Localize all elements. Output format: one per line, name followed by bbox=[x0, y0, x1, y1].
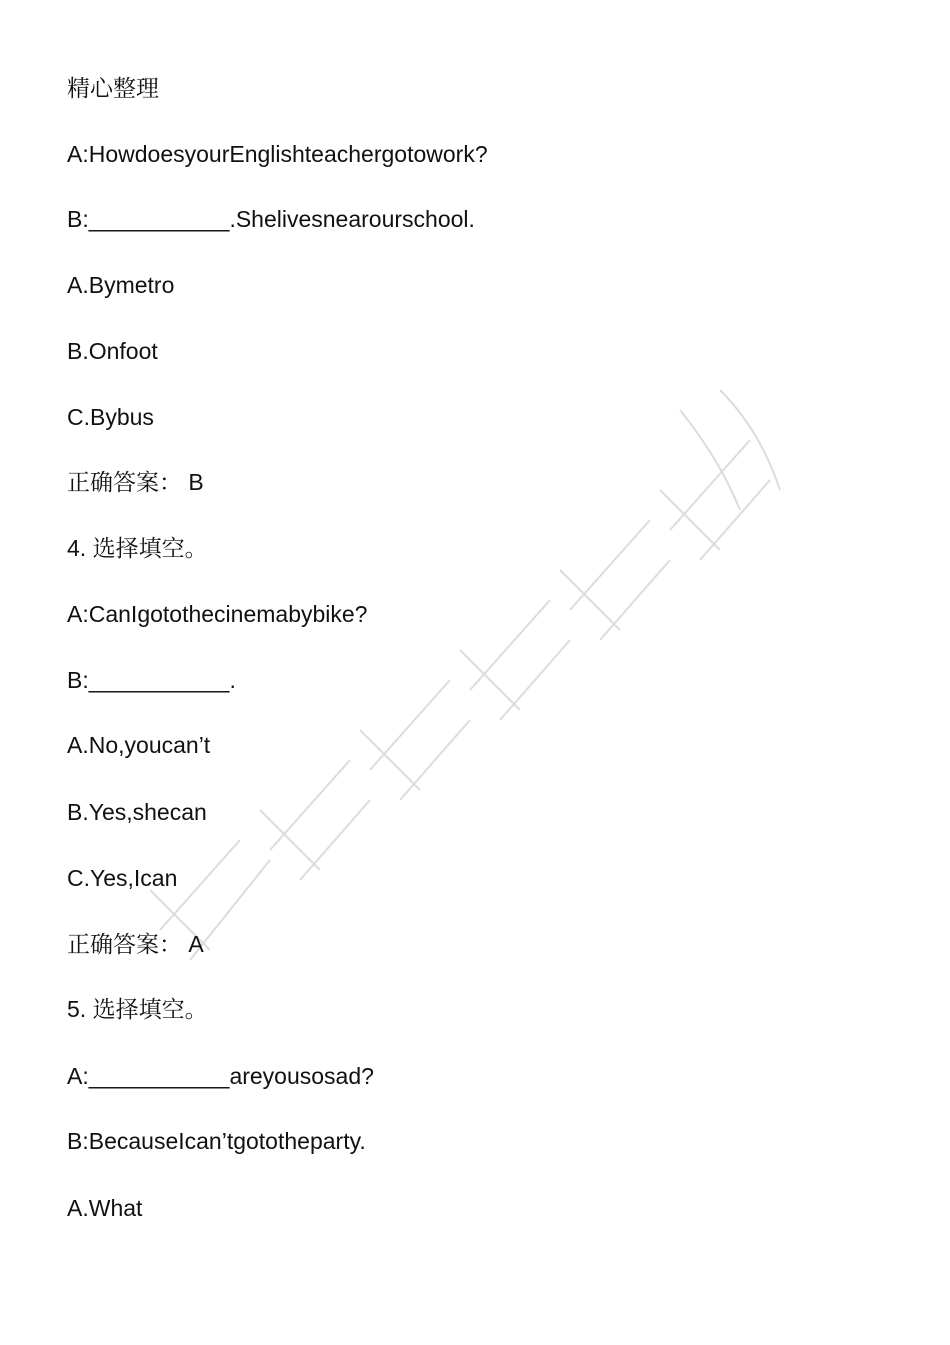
answer-option: B.Onfoot bbox=[67, 338, 158, 364]
answer-option: C.Yes,Ican bbox=[67, 865, 178, 891]
dialogue-line: B:___________. bbox=[67, 667, 236, 693]
dialogue-line: A:___________areyousosad? bbox=[67, 1063, 374, 1089]
dialogue-line: B:___________.Shelivesnearourschool. bbox=[67, 206, 475, 232]
dialogue-line: A:CanIgotothecinemabybike? bbox=[67, 601, 368, 627]
answer-option: B.Yes,shecan bbox=[67, 799, 207, 825]
document-header: 精心整理 bbox=[67, 75, 159, 101]
question-heading: 4. 选择填空。 bbox=[67, 535, 208, 561]
dialogue-line: A:HowdoesyourEnglishteachergotowork? bbox=[67, 141, 488, 167]
answer-option: A.What bbox=[67, 1195, 143, 1221]
correct-answer: 正确答案： B bbox=[67, 469, 204, 495]
dialogue-line: B:BecauseIcan’tgototheparty. bbox=[67, 1128, 366, 1154]
answer-option: C.Bybus bbox=[67, 404, 154, 430]
answer-option: A.Bymetro bbox=[67, 272, 175, 298]
question-heading: 5. 选择填空。 bbox=[67, 996, 208, 1022]
answer-option: A.No,youcan’t bbox=[67, 732, 211, 758]
correct-answer: 正确答案： A bbox=[67, 931, 204, 957]
